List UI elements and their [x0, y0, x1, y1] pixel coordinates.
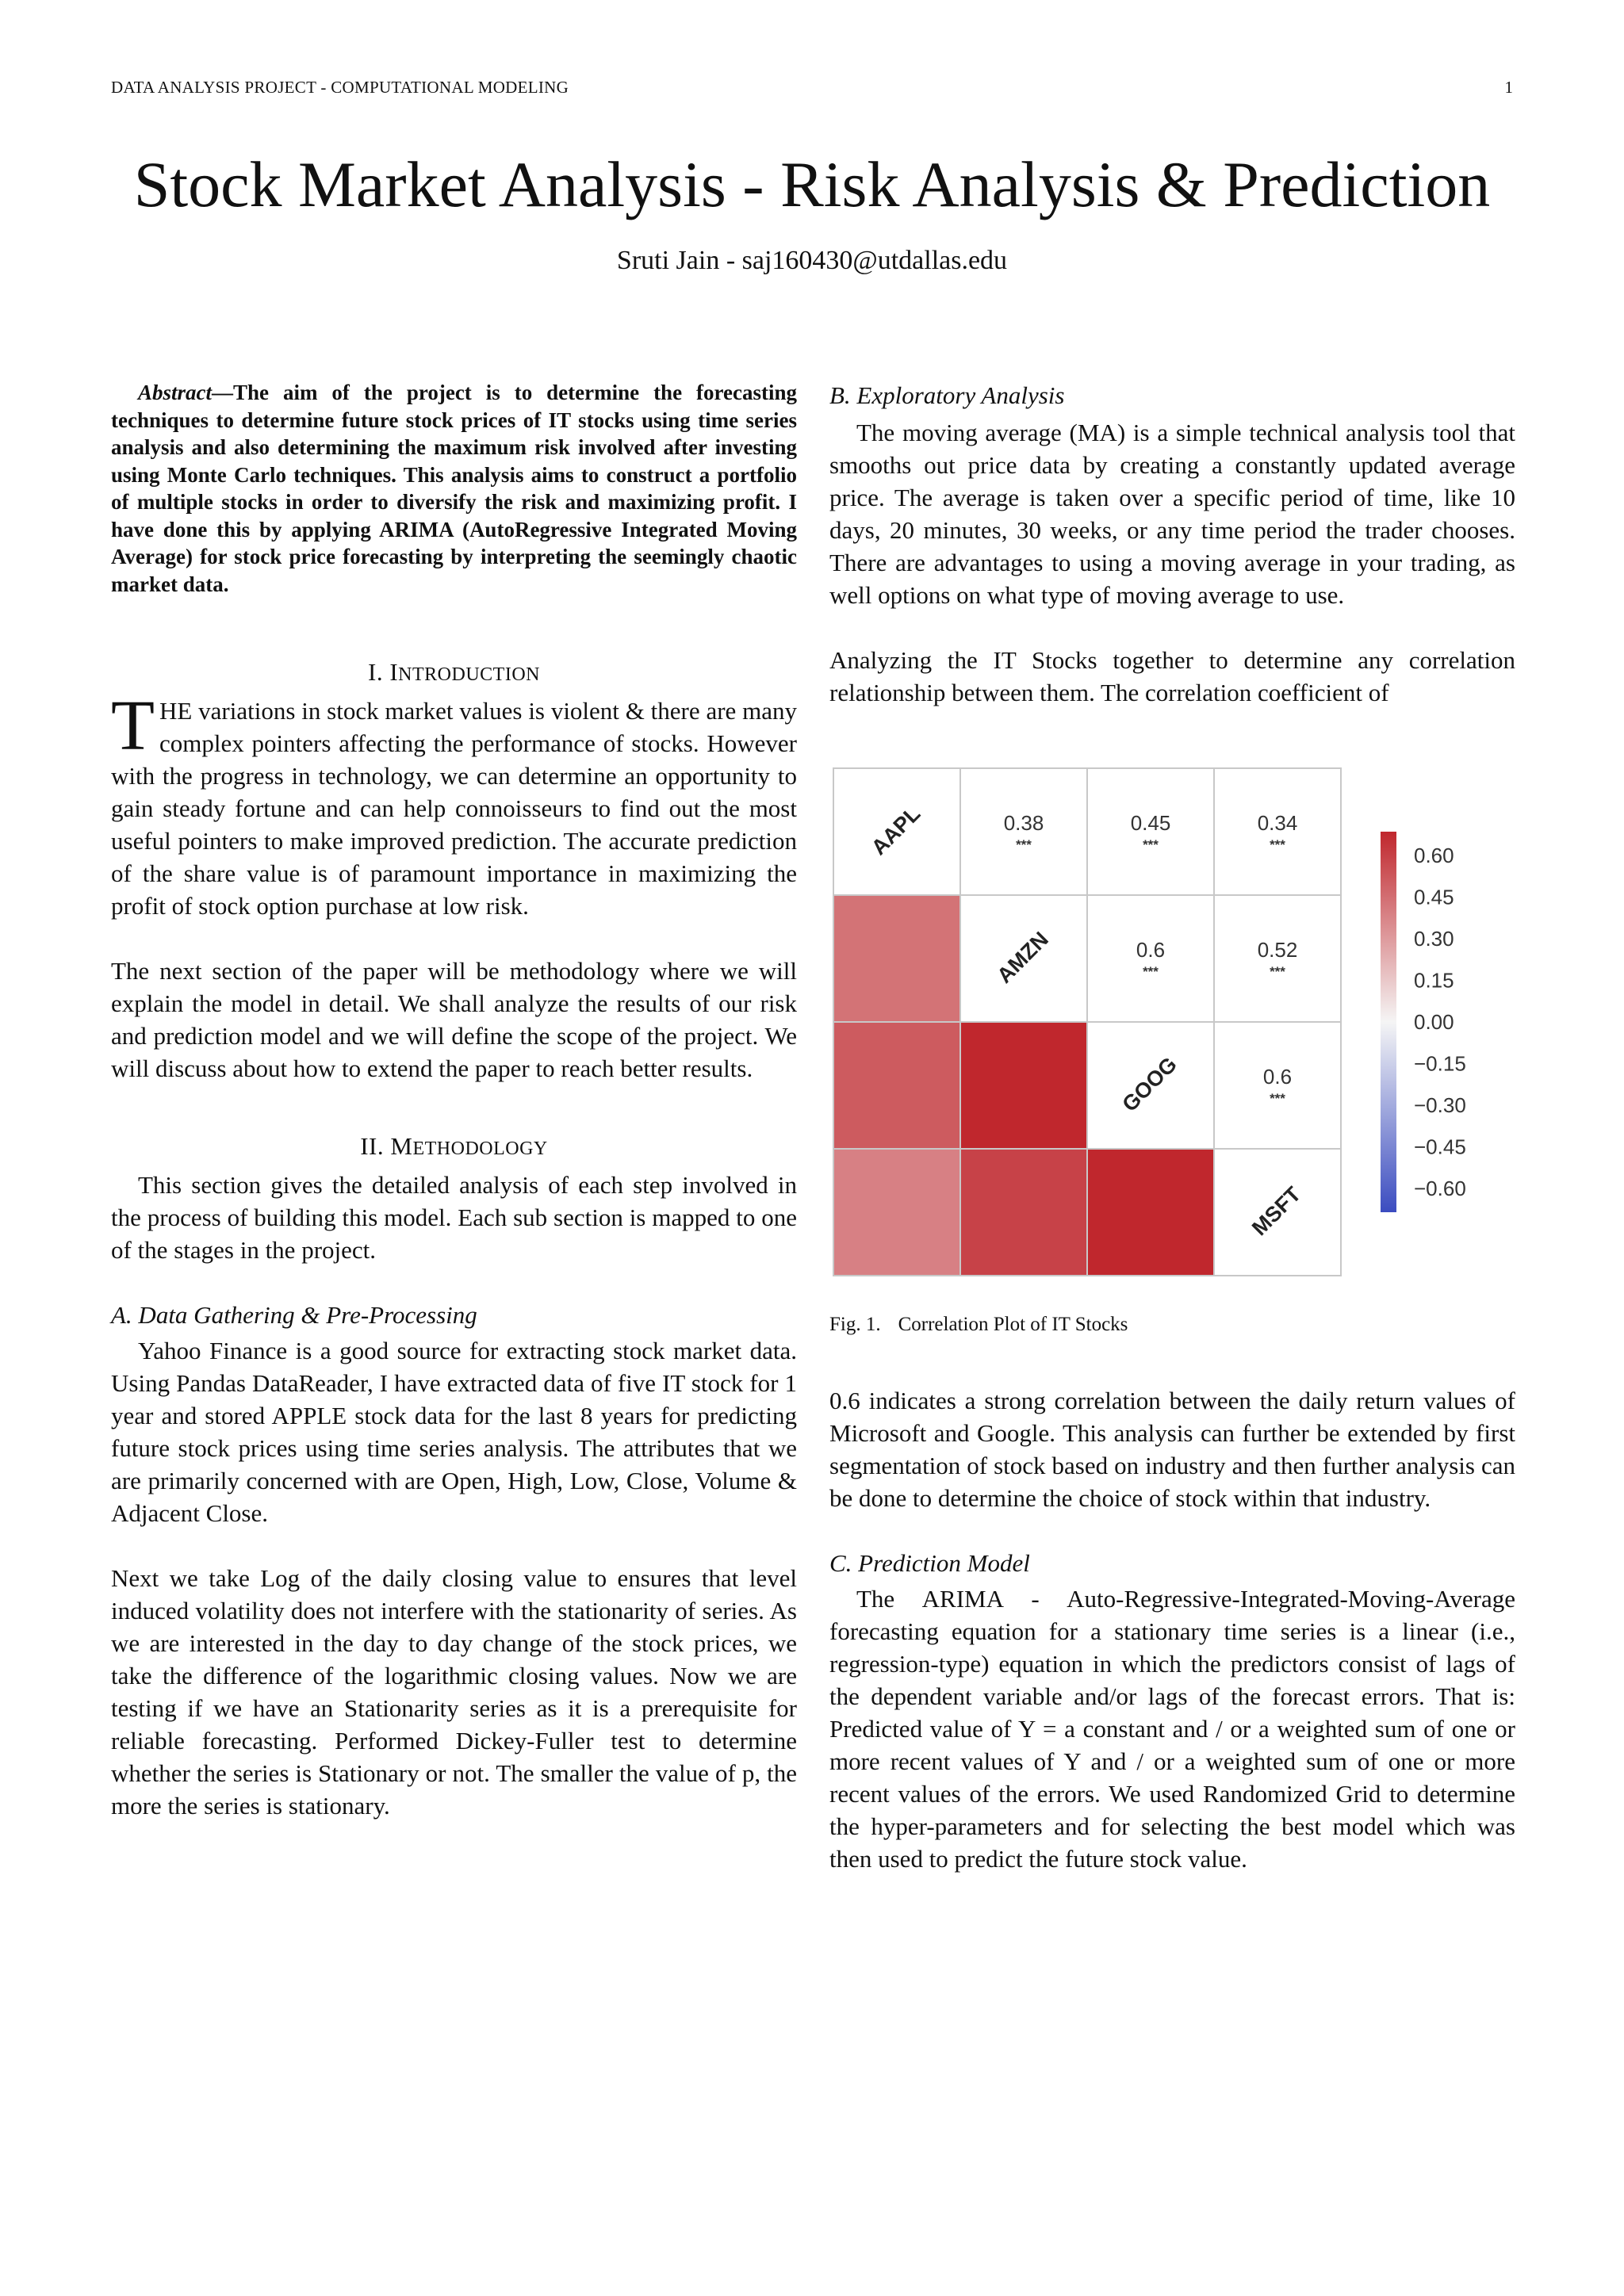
- colorbar-tick-label: −0.60: [1414, 1177, 1466, 1200]
- section-number: II.: [360, 1132, 391, 1160]
- figure-label: Fig. 1.: [829, 1314, 881, 1335]
- section-title-rest: NTRODUCTION: [398, 664, 540, 685]
- section-number: I.: [368, 658, 390, 686]
- heatmap-cell: [833, 1022, 960, 1149]
- significance-label: ***: [1143, 964, 1159, 979]
- heatmap-cell: [1087, 1149, 1214, 1276]
- correlation-value-label: 0.38: [1003, 811, 1044, 835]
- significance-label: ***: [1270, 964, 1285, 979]
- colorbar: [1381, 832, 1396, 1212]
- abstract-lead: Abstract: [138, 381, 213, 404]
- heatmap-cell: [833, 1149, 960, 1276]
- correlation-value-label: 0.6: [1136, 938, 1166, 962]
- diagonal-label: AMZN: [992, 927, 1053, 988]
- figure-caption-text: Correlation Plot of IT Stocks: [898, 1314, 1128, 1335]
- colorbar-tick-label: −0.15: [1414, 1051, 1466, 1076]
- significance-label: ***: [1270, 837, 1285, 852]
- subsection-heading-a: A. Data Gathering & Pre-Processing: [111, 1301, 477, 1329]
- abstract: [111, 379, 797, 598]
- intro-paragraph-2: The next section of the paper will be methodology where we will explain the model in detail. We shall analyze the results of our risk and prediction model and we will define the scope of the project. We will discuss about how to extend the paper to reach better results.: [111, 957, 797, 1082]
- diagonal-label: AAPL: [867, 802, 925, 860]
- diagonal-label: GOOG: [1117, 1052, 1182, 1116]
- right-column: [829, 379, 1515, 1875]
- heatmap-cell: [960, 1149, 1087, 1276]
- subsection-heading-b: B. Exploratory Analysis: [829, 381, 1065, 409]
- exploratory-paragraph-1: The moving average (MA) is a simple technical analysis tool that smooths out price data by creating a constantly updated average price. The average is taken over a specific period of time, like 10 days, 20 minutes, 30 weeks, or any time period the trader chooses. There are advantages to using a moving average in your trading, as well options on what type of moving average to use.: [829, 419, 1515, 609]
- colorbar-tick-label: −0.30: [1414, 1093, 1466, 1117]
- section-title-first: I: [389, 658, 399, 686]
- subsection-heading-c: C. Prediction Model: [829, 1549, 1030, 1577]
- colorbar-tick-label: −0.45: [1414, 1135, 1466, 1159]
- exploratory-paragraph-3: 0.6 indicates a strong correlation between the daily return values of Microsoft and Google. This analysis can further be extended by first segmentation of stock based on industry and then further analysis can be done to determine the choice of stock within that industry.: [829, 1387, 1515, 1512]
- heatmap-cell: [960, 1022, 1087, 1149]
- running-head: DATA ANALYSIS PROJECT - COMPUTATIONAL MODELING: [111, 78, 569, 97]
- correlation-value-label: 0.6: [1262, 1065, 1293, 1089]
- dropcap: T: [111, 687, 155, 765]
- paper-title: Stock Market Analysis - Risk Analysis & Prediction: [133, 148, 1491, 220]
- left-column: [111, 379, 797, 1822]
- section-title-rest: ETHODOLOGY: [412, 1138, 548, 1159]
- colorbar-tick-label: 0.30: [1414, 927, 1454, 951]
- figure-caption: [829, 1311, 1515, 1338]
- correlation-heatmap: [829, 748, 1515, 1303]
- heatmap-cell: [833, 895, 960, 1022]
- data-gathering-paragraph-2: Next we take Log of the daily closing value to ensures that level induced volatility does not interfere with the stationarity of series. As we are interested in the day to day change of the stock prices, we take the difference of the logarithmic closing values. Now we are testing if we have an Stationarity series as it is a prerequisite for reliable forecasting. Performed Dickey-Fuller test to determine whether the series is Stationary or not. The smaller the value of p, the more the series is stationary.: [111, 1564, 797, 1820]
- section-heading-methodology: [111, 1130, 797, 1165]
- significance-label: ***: [1016, 837, 1032, 852]
- methodology-paragraph: This section gives the detailed analysis of each step involved in the process of building this model. Each sub section is mapped to one of the stages in the project.: [111, 1171, 797, 1264]
- prediction-paragraph: The ARIMA - Auto-Regressive-Integrated-Moving-Average forecasting equation for a stationary time series is a linear (i.e., regression-type) equation in which the predictors consist of lags of the dependent variable and/or lags of the forecast errors. That is: Predicted value of Y = a constant and / or a weighted sum of one or more recent values of Y and / or a weighted sum of one or more recent values of the errors. We used Randomized Grid to determine the hyper-parameters and for selecting the best model which was then used to predict the future stock value.: [829, 1585, 1515, 1873]
- section-heading-introduction: [111, 656, 797, 691]
- page-number: 1: [1504, 78, 1513, 97]
- colorbar-tick-label: 0.15: [1414, 968, 1454, 993]
- intro-paragraph-1: [111, 687, 797, 922]
- section-title-first: M: [390, 1132, 413, 1160]
- author-line: Sruti Jain - saj160430@utdallas.edu: [616, 246, 1008, 275]
- significance-label: ***: [1143, 837, 1159, 852]
- diagonal-label: MSFT: [1247, 1182, 1306, 1241]
- intro-p1-text: HE variations in stock market values is violent & there are many complex pointers affecting the performance of stocks. However with the progress in technology, we can determine an opportunity to gain steady fortune and can help connoisseurs to find out the most useful pointers to make improved prediction. The accurate prediction of the share value is of paramount importance in maximizing the profit of stock option purchase at low risk.: [111, 697, 797, 920]
- figure-1: [829, 748, 1515, 1303]
- correlation-value-label: 0.52: [1257, 938, 1298, 962]
- colorbar-tick-label: 0.60: [1414, 844, 1454, 867]
- data-gathering-paragraph-1: Yahoo Finance is a good source for extracting stock market data. Using Pandas DataReader, I have extracted data of five IT stock for 1 year and stored APPLE stock data for the last 8 years for predicting future stock prices using time series analysis. The attributes that we are primarily concerned with are Open, High, Low, Close, Volume & Adjacent Close.: [111, 1337, 797, 1527]
- significance-label: ***: [1270, 1091, 1285, 1106]
- correlation-value-label: 0.34: [1257, 811, 1298, 835]
- colorbar-tick-label: 0.00: [1414, 1010, 1454, 1034]
- colorbar-tick-label: 0.45: [1414, 885, 1454, 909]
- correlation-value-label: 0.45: [1130, 811, 1171, 835]
- abstract-text: —The aim of the project is to determine the forecasting techniques to determine future stock prices of IT stocks using time series analysis and also determining the maximum risk involved after investing using Monte Carlo techniques. This analysis aims to construct a portfolio of multiple stocks in order to diversify the risk and maximizing profit. I have done this by applying ARIMA (AutoRegressive Integrated Moving Average) for stock price forecasting by interpreting the seemingly chaotic market data.: [111, 381, 797, 596]
- exploratory-paragraph-2: Analyzing the IT Stocks together to determine any correlation relationship between them. The correlation coefficient of: [829, 646, 1515, 706]
